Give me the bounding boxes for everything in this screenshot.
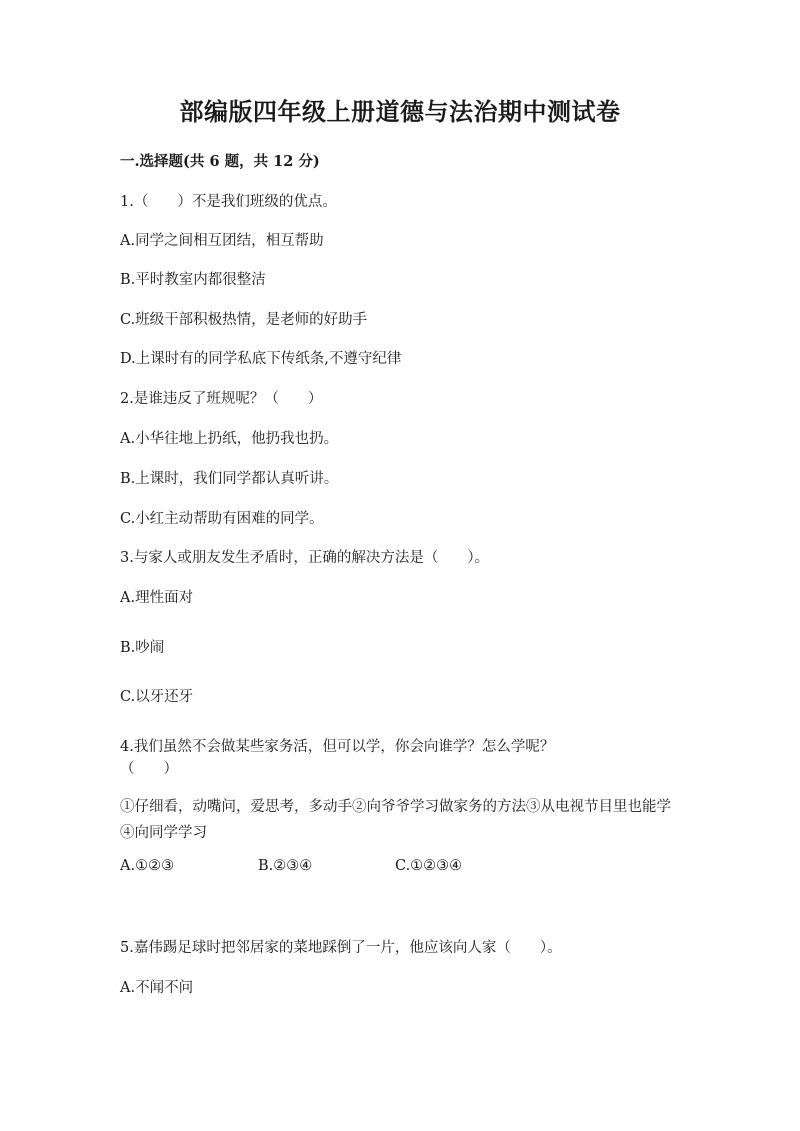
question-1-option-a: A.同学之间相互团结，相互帮助: [120, 233, 324, 249]
question-2-stem: 2.是谁违反了班规呢？（ ）: [120, 391, 323, 407]
question-2-option-a: A.小华往地上扔纸，他扔我也扔。: [120, 431, 339, 447]
question-1-option-d: D.上课时有的同学私底下传纸条,不遵守纪律: [120, 351, 402, 367]
question-5-option-a: A.不闻不问: [120, 980, 194, 996]
question-4-stem-blank: （ ）: [120, 761, 178, 777]
question-3-option-c: C.以牙还牙: [120, 689, 194, 705]
page-title: 部编版四年级上册道德与法治期中测试卷: [179, 97, 621, 126]
question-1-option-b: B.平时教室内都很整洁: [120, 272, 266, 288]
question-3-option-b: B.吵闹: [120, 640, 165, 656]
question-4-stem: 4.我们虽然不会做某些家务活，但可以学，你会向谁学？怎么学呢？: [120, 739, 555, 755]
question-4-option-c: C.①②③④: [395, 858, 463, 874]
question-3-stem: 3.与家人或朋友发生矛盾时，正确的解决方法是（ ）。: [120, 550, 490, 566]
section-heading: 一.选择题(共 6 题，共 12 分): [120, 153, 320, 170]
question-1-option-c: C.班级干部积极热情，是老师的好助手: [120, 312, 368, 328]
question-4-description: ①仔细看，动嘴问，爱思考，多动手②向爷爷学习做家务的方法③从电视节目里也能学④向同学学习: [120, 799, 671, 841]
question-3-option-a: A.理性面对: [120, 590, 194, 606]
question-4-option-a: A.①②③: [120, 858, 175, 874]
question-2-option-b: B.上课时，我们同学都认真听讲。: [120, 471, 339, 487]
question-1-stem: 1.（ ）不是我们班级的优点。: [120, 194, 337, 210]
question-5-stem: 5.嘉伟踢足球时把邻居家的菜地踩倒了一片，他应该向人家（ ）。: [120, 940, 562, 956]
question-4-options: [120, 858, 680, 878]
question-4-option-b: B.②③④: [258, 858, 313, 874]
question-2-option-c: C.小红主动帮助有困难的同学。: [120, 511, 324, 527]
